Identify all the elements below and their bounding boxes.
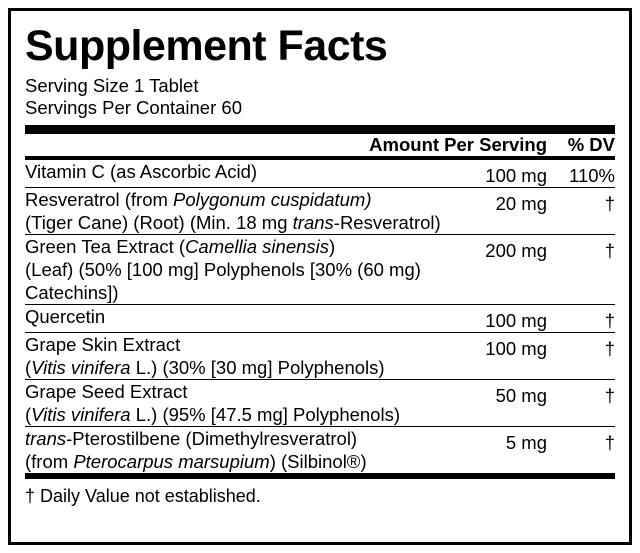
- servings-per-container: Servings Per Container 60: [25, 97, 242, 118]
- nutrient-name: Vitamin C (as Ascorbic Acid): [25, 161, 258, 182]
- nutrient-subtext: (from Pterocarpus marsupium) (Silbinol®): [25, 451, 367, 472]
- nutrient-name-cell: [25, 188, 485, 234]
- nutrient-dv: †: [604, 432, 615, 453]
- table-row: [25, 305, 615, 332]
- nutrient-amount: 100 mg: [485, 165, 547, 186]
- table-row: [25, 235, 615, 304]
- table-row: [25, 188, 615, 234]
- nutrient-name: Green Tea Extract (Camellia sinensis): [25, 236, 336, 257]
- nutrient-dv: †: [604, 338, 615, 359]
- nutrient-subtext: (Leaf) (50% [100 mg] Polyphenols [30% (60 mg) Catechins]): [25, 259, 421, 303]
- table-row: [25, 333, 615, 379]
- nutrient-amount: 200 mg: [485, 240, 547, 261]
- nutrient-name-cell: [25, 235, 485, 304]
- divider-thick-top: [25, 125, 615, 134]
- nutrient-name: Grape Seed Extract: [25, 381, 188, 402]
- nutrient-amount: 50 mg: [495, 385, 547, 406]
- nutrient-dv: †: [604, 193, 615, 214]
- nutrient-rows: [25, 160, 615, 473]
- nutrient-name: Grape Skin Extract: [25, 334, 181, 355]
- nutrient-dv: 110%: [569, 165, 615, 186]
- nutrient-amount: 5 mg: [505, 432, 547, 453]
- footnote: † Daily Value not established.: [25, 486, 261, 506]
- table-header-row: [25, 134, 615, 156]
- page-title: Supplement Facts: [25, 22, 388, 70]
- table-row: [25, 160, 615, 187]
- supplement-facts-panel: [8, 8, 632, 545]
- nutrient-dv: †: [604, 310, 615, 331]
- nutrient-name-cell: [25, 333, 485, 379]
- nutrition-table: [25, 134, 615, 156]
- nutrient-amount: 100 mg: [485, 310, 547, 331]
- nutrient-subtext: (Vitis vinifera L.) (30% [30 mg] Polyphenols): [25, 357, 385, 378]
- table-row: [25, 427, 615, 473]
- table-row: [25, 380, 615, 426]
- header-amount-per-serving: Amount Per Serving: [369, 134, 547, 155]
- nutrient-subtext: (Tiger Cane) (Root) (Min. 18 mg trans-Resveratrol): [25, 212, 441, 233]
- nutrient-name: Resveratrol (from Polygonum cuspidatum): [25, 189, 372, 210]
- serving-size: Serving Size 1 Tablet: [25, 75, 199, 96]
- nutrient-name: trans-Pterostilbene (Dimethylresveratrol): [25, 428, 358, 449]
- supplement-facts-inner: [25, 19, 615, 536]
- nutrient-subtext: (Vitis vinifera L.) (95% [47.5 mg] Polyphenols): [25, 404, 400, 425]
- nutrient-name-cell: [25, 305, 485, 332]
- nutrient-name-cell: [25, 380, 485, 426]
- nutrient-name-cell: [25, 427, 485, 473]
- nutrient-amount: 20 mg: [495, 193, 547, 214]
- header-daily-value: % DV: [567, 134, 615, 155]
- nutrient-name-cell: [25, 160, 485, 187]
- nutrient-amount: 100 mg: [485, 338, 547, 359]
- nutrient-name: Quercetin: [25, 306, 106, 327]
- nutrient-dv: †: [604, 385, 615, 406]
- nutrient-dv: †: [604, 240, 615, 261]
